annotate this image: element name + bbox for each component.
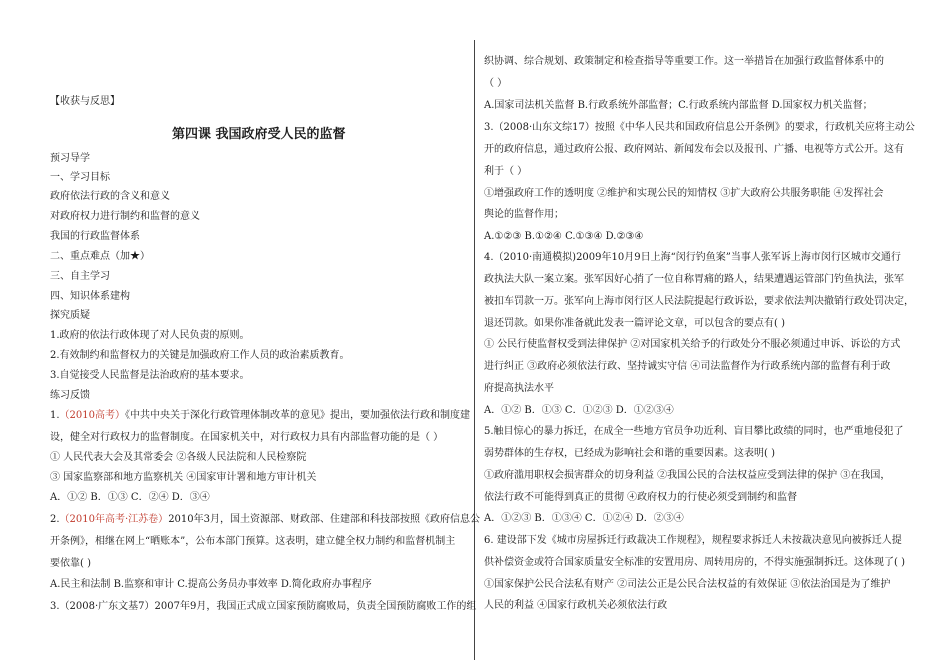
reflection-header: 【收获与反思】 (50, 96, 120, 107)
answer-choices: A.民主和法制 B.监察和审计 C.提高公务员办事效率 D.简化政府办事程序 (50, 579, 372, 590)
answer-choices: A．①②③ B．①③④ C．①②④ D．②③④ (484, 513, 684, 524)
feedback-heading: 练习反馈 (50, 390, 90, 401)
text-line: 6. 建设部下发《城市房屋拆迁行政裁决工作规程》，规程要求拆迁人未按裁决意见向被拆迁人提 (484, 535, 902, 546)
option-line: 府提高执法水平 (484, 383, 554, 394)
lesson-title: 第四课 我国政府受人民的监督 (172, 127, 346, 142)
goal-item: 政府依法行政的含义和意义 (50, 191, 170, 202)
option-line: ①政府滥用职权会损害群众的切身利益 ②我国公民的合法权益应受到法律的保护 ③在我国， (484, 470, 891, 481)
question-text: 要依靠( ) (50, 558, 91, 569)
text-line: 4.（2010·南通模拟)2009年10月9日上海“闵行钓鱼案”当事人张军诉上海市闵行区城市交通行 (484, 252, 901, 263)
question-2-line (50, 513, 480, 526)
knowledge-heading: 四、知识体系建构 (50, 291, 130, 302)
key-points-heading: 二、重点难点（加★） (50, 251, 150, 262)
inquiry-item: 3.自觉接受人民监督是法治政府的基本要求。 (50, 370, 250, 381)
text-line: 织协调、综合规划、政策制定和检查指导等重要工作。这一举措旨在加强行政监督体系中的 (484, 56, 884, 67)
self-study-heading: 三、自主学习 (50, 271, 110, 282)
inquiry-item: 1.政府的依法行政体现了对人民负责的原则。 (50, 330, 250, 341)
inquiry-item: 2.有效制约和监督权力的关键是加强政府工作人员的政治素质教育。 (50, 350, 350, 361)
question-source: （2010年高考·江苏卷） (59, 514, 169, 525)
question-text: 3.（2008·广东文基7）2007年9月，我国正式成立国家预防腐败局，负责全国预防腐败工作的组 (50, 601, 477, 612)
text-line: 被扣车罚款一万。张军向上海市闵行区人民法院提起行政诉讼，要求依法判决撤销行政处罚决定， (484, 296, 914, 307)
question-number: 1. (50, 410, 60, 421)
question-number: 2. (50, 514, 60, 525)
text-line: 供补偿资金或符合国家质量安全标准的安置用房、周转用房的，不得实施强制拆迁。这体现了( ) (484, 557, 905, 568)
text-line: 利于（ ） (484, 166, 528, 177)
option-line: 人民的利益 ④国家行政机关必须依法行政 (484, 600, 668, 611)
question-source: （2010高考） (59, 410, 125, 421)
text-line: 5.触目惊心的暴力拆迁，在成全一些地方官员争功近利、盲目攀比政绩的同时，也严重地侵犯了 (484, 426, 904, 437)
question-text: 2010年3月，国土资源部、财政部、住建部和科技部按照《政府信息公 (168, 514, 480, 525)
option-line: 进行纠正 ③政府必须依法行政、坚持诚实守信 ④司法监督作为行政系统内部的监督有利于政 (484, 361, 891, 372)
answer-choices: A．①② B．①③ C．①②③ D．①②③④ (484, 405, 674, 416)
option-line: ①国家保护公民合法私有财产 ②司法公正是公民合法权益的有效保证 ③依法治国是为了维护 (484, 579, 891, 590)
option-line: ③ 国家监察部和地方监察机关 ④国家审计署和地方审计机关 (50, 472, 317, 483)
text-line: （ ） (484, 78, 508, 89)
goal-item: 我国的行政监督体系 (50, 231, 140, 242)
option-line: ①增强政府工作的透明度 ②维护和实现公民的知情权 ③扩大政府公共服务职能 ④发挥社会 (484, 188, 884, 199)
goals-heading: 一、学习目标 (50, 172, 110, 183)
text-line: 开的政府信息，通过政府公报、政府网站、新闻发布会以及报刊、广播、电视等方式公开。这有 (484, 144, 904, 155)
text-line: 弱势群体的生存权，已经成为影响社会和谐的重要因素。这表明( ) (484, 448, 775, 459)
preview-heading: 预习导学 (50, 153, 90, 164)
question-1-line (50, 409, 470, 422)
option-line: 依法行政不可能得到真正的贯彻 ④政府权力的行使必须受到制约和监督 (484, 492, 798, 503)
question-text: 《中共中央关于深化行政管理体制改革的意见》提出，要加强依法行政和制度建 (125, 410, 470, 421)
option-line: 舆论的监督作用； (484, 209, 564, 220)
text-line: 退还罚款。如果你准备就此发表一篇评论文章，可以包含的要点有( ) (484, 318, 785, 329)
column-divider (474, 40, 475, 660)
goal-item: 对政府权力进行制约和监督的意义 (50, 211, 200, 222)
inquiry-heading: 探究质疑 (50, 310, 90, 321)
option-line: ① 人民代表大会及其常委会 ②各级人民法院和人民检察院 (50, 452, 307, 463)
answer-choices: A.①②③ B.①②④ C.①③④ D.②③④ (484, 231, 644, 242)
answer-choices: A．①② B．①③ C．②④ D．③④ (50, 492, 210, 503)
question-text: 开条例》，相继在网上“晒账本”，公布本部门预算。这表明，建立健全权力制约和监督机制主 (50, 536, 456, 547)
text-line: 政执法大队一案立案。张军因好心捎了一位自称胃痛的路人，结果遭遇运管部门钓鱼执法，张军 (484, 274, 904, 285)
question-text: 设，健全对行政权力的监督制度。在国家机关中，对行政权力具有内部监督功能的是（ ） (50, 432, 444, 443)
answer-choices: A.国家司法机关监督 B.行政系统外部监督；C.行政系统内部监督 D.国家权力机关监督； (484, 100, 873, 111)
text-line: 3.（2008·山东文综17）按照《中华人民共和国政府信息公开条例》的要求，行政机关应将主动公 (484, 122, 915, 133)
option-line: ① 公民行使监督权受到法律保护 ②对国家机关给予的行政处分不服必须通过申诉、诉讼的方式 (484, 339, 901, 350)
